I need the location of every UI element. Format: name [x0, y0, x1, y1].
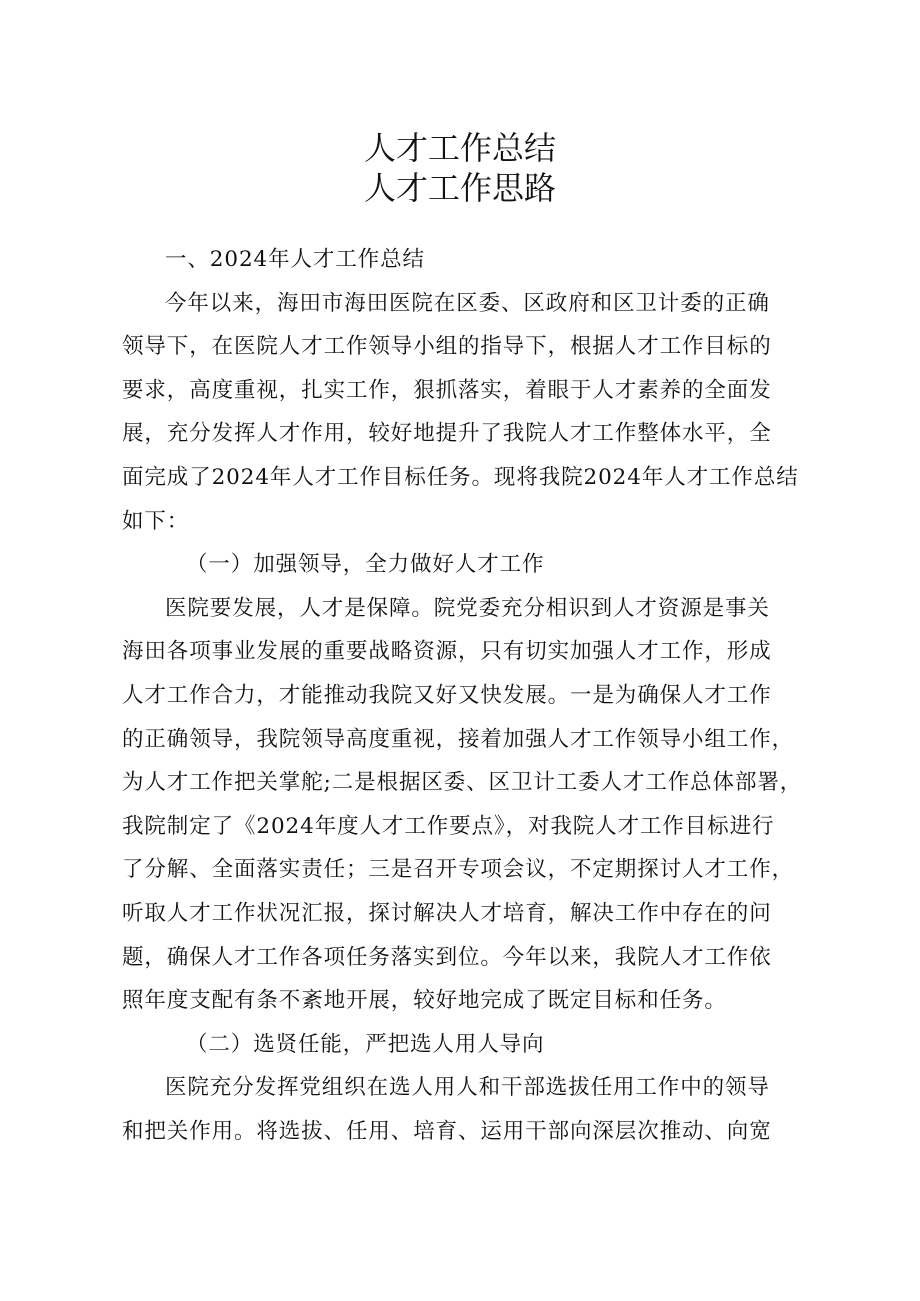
paragraph-line: 今年以来，海田市海田医院在区委、区政府和区卫计委的正确 [165, 290, 770, 316]
paragraph-line: 的正确领导，我院领导高度重视，接着加强人才工作领导小组工作， [122, 726, 795, 752]
paragraph-line: 照年度支配有条不紊地开展，较好地完成了既定目标和任务。 [122, 988, 727, 1014]
paragraph-line: 如下： [122, 508, 190, 534]
paragraph-line: 和把关作用。将选拔、任用、培育、运用干部向深层次推动、向宽 [122, 1118, 772, 1144]
subsection-paragraph [122, 1066, 802, 1153]
paragraph-line: 领导下，在医院人才工作领导小组的指导下，根据人才工作目标的 [122, 334, 772, 360]
paragraph-line: 人才工作合力，才能推动我院又好又快发展。一是为确保人才工作 [122, 682, 772, 708]
subsection-heading: （二）选贤任能，严把选人用人导向 [186, 1031, 545, 1057]
document-body [122, 238, 802, 1153]
subsection-heading: （一）加强领导，全力做好人才工作 [186, 552, 545, 578]
paragraph-line: 听取人才工作状况汇报，探讨解决人才培育，解决工作中存在的问 [122, 900, 772, 926]
intro-paragraph [122, 282, 802, 544]
paragraph-line: 医院要发展，人才是保障。院党委充分相识到人才资源是事关 [165, 595, 770, 621]
paragraph-line: 医院充分发挥党组织在选人用人和干部选拔任用工作中的领导 [165, 1075, 770, 1101]
document-title-block [0, 128, 920, 208]
document-title: 人才工作总结 [363, 129, 556, 167]
paragraph-line: 展，充分发挥人才作用，较好地提升了我院人才工作整体水平，全 [122, 421, 772, 447]
subsection-paragraph [122, 587, 802, 1023]
paragraph-line: 题，确保人才工作各项任务落实到位。今年以来，我院人才工作依 [122, 944, 772, 970]
paragraph-line: 为人才工作把关掌舵;二是根据区委、区卫计工委人才工作总体部署， [122, 770, 803, 796]
paragraph-line: 要求，高度重视，扎实工作，狠抓落实，着眼于人才素养的全面发 [122, 377, 772, 403]
paragraph-line: 我院制定了《2024年度人才工作要点》，对我院人才工作目标进行 [122, 813, 775, 839]
section-heading: 一、2024年人才工作总结 [165, 247, 425, 272]
paragraph-line: 了分解、全面落实责任；三是召开专项会议，不定期探讨人才工作， [122, 857, 795, 883]
document-subtitle: 人才工作思路 [363, 169, 556, 207]
paragraph-line: 面完成了2024年人才工作目标任务。现将我院2024年人才工作总结 [122, 464, 799, 490]
paragraph-line: 海田各项事业发展的重要战略资源，只有切实加强人才工作，形成 [122, 639, 772, 665]
